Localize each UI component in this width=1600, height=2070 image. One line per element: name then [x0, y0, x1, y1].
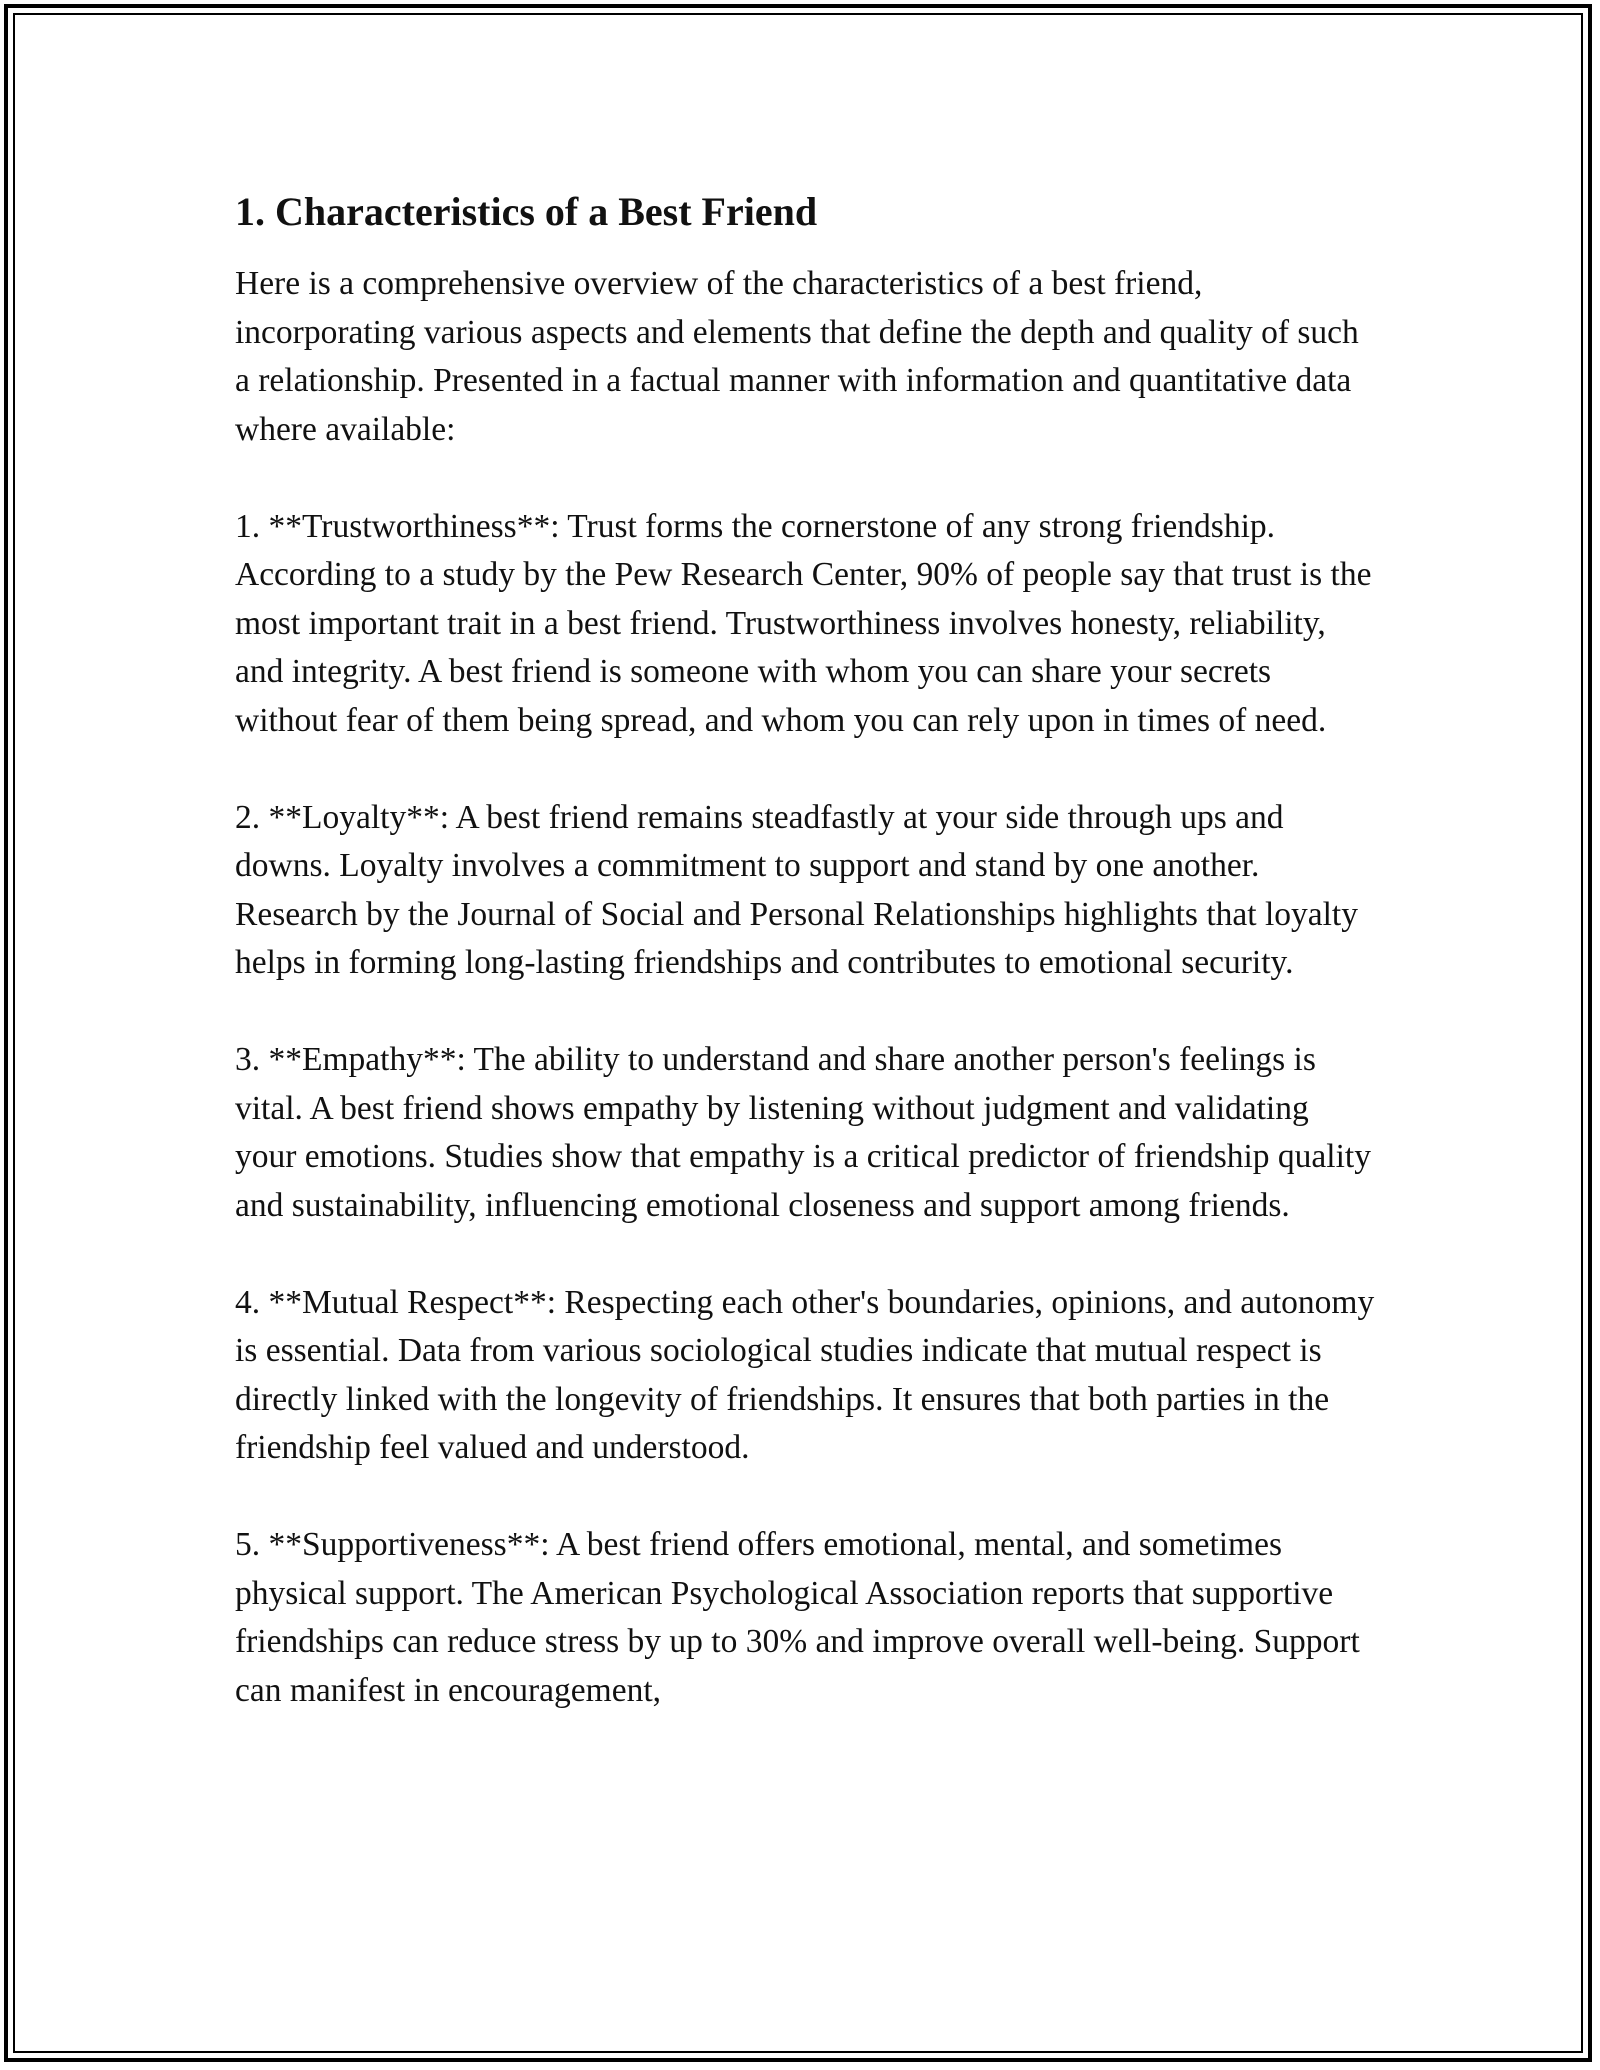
empathy-paragraph: 3. **Empathy**: The ability to understand and share another person's feelings is vital. A best friend shows empathy by listening without judgment and validating your emotions. Studies show that empathy is a critical predictor of friendship quality and sustainability, influencing emotional closeness and support among friends. [235, 1041, 1371, 1224]
intro-paragraph: Here is a comprehensive overview of the characteristics of a best friend, incorporating various aspects and elements that define the depth and quality of such a relationship. Presented in a factual manner with information and quantitative data where available: [235, 265, 1359, 448]
supportiveness-paragraph: 5. **Supportiveness**: A best friend offers emotional, mental, and sometimes physical support. The American Psychological Association reports that supportive friendships can reduce stress by up to 30% and improve overall well-being. Support can manifest in encouragement, [235, 1526, 1360, 1709]
mutual-respect-paragraph: 4. **Mutual Respect**: Respecting each other's boundaries, opinions, and autonomy is essential. Data from various sociological studies indicate that mutual respect is directly linked with the longevity of friendships. It ensures that both parties in the friendship feel valued and understood. [235, 1283, 1375, 1466]
loyalty-paragraph: 2. **Loyalty**: A best friend remains steadfastly at your side through ups and downs. Loyalty involves a commitment to support and stand by one another. Research by the Journal of Social and Personal Relationships highlights that loyalty helps in forming long-lasting friendships and contributes to emotional security. [235, 798, 1358, 981]
section-heading: 1. Characteristics of a Best Friend [235, 189, 818, 234]
document-body [235, 186, 1375, 1764]
trustworthiness-paragraph: 1. **Trustworthiness**: Trust forms the cornerstone of any strong friendship. According to a study by the Pew Research Center, 90% of people say that trust is the most important trait in a best friend. Trustworthiness involves honesty, reliability, and integrity. A best friend is someone with whom you can share your secrets without fear of them being spread, and whom you can rely upon in times of need. [235, 507, 1372, 739]
